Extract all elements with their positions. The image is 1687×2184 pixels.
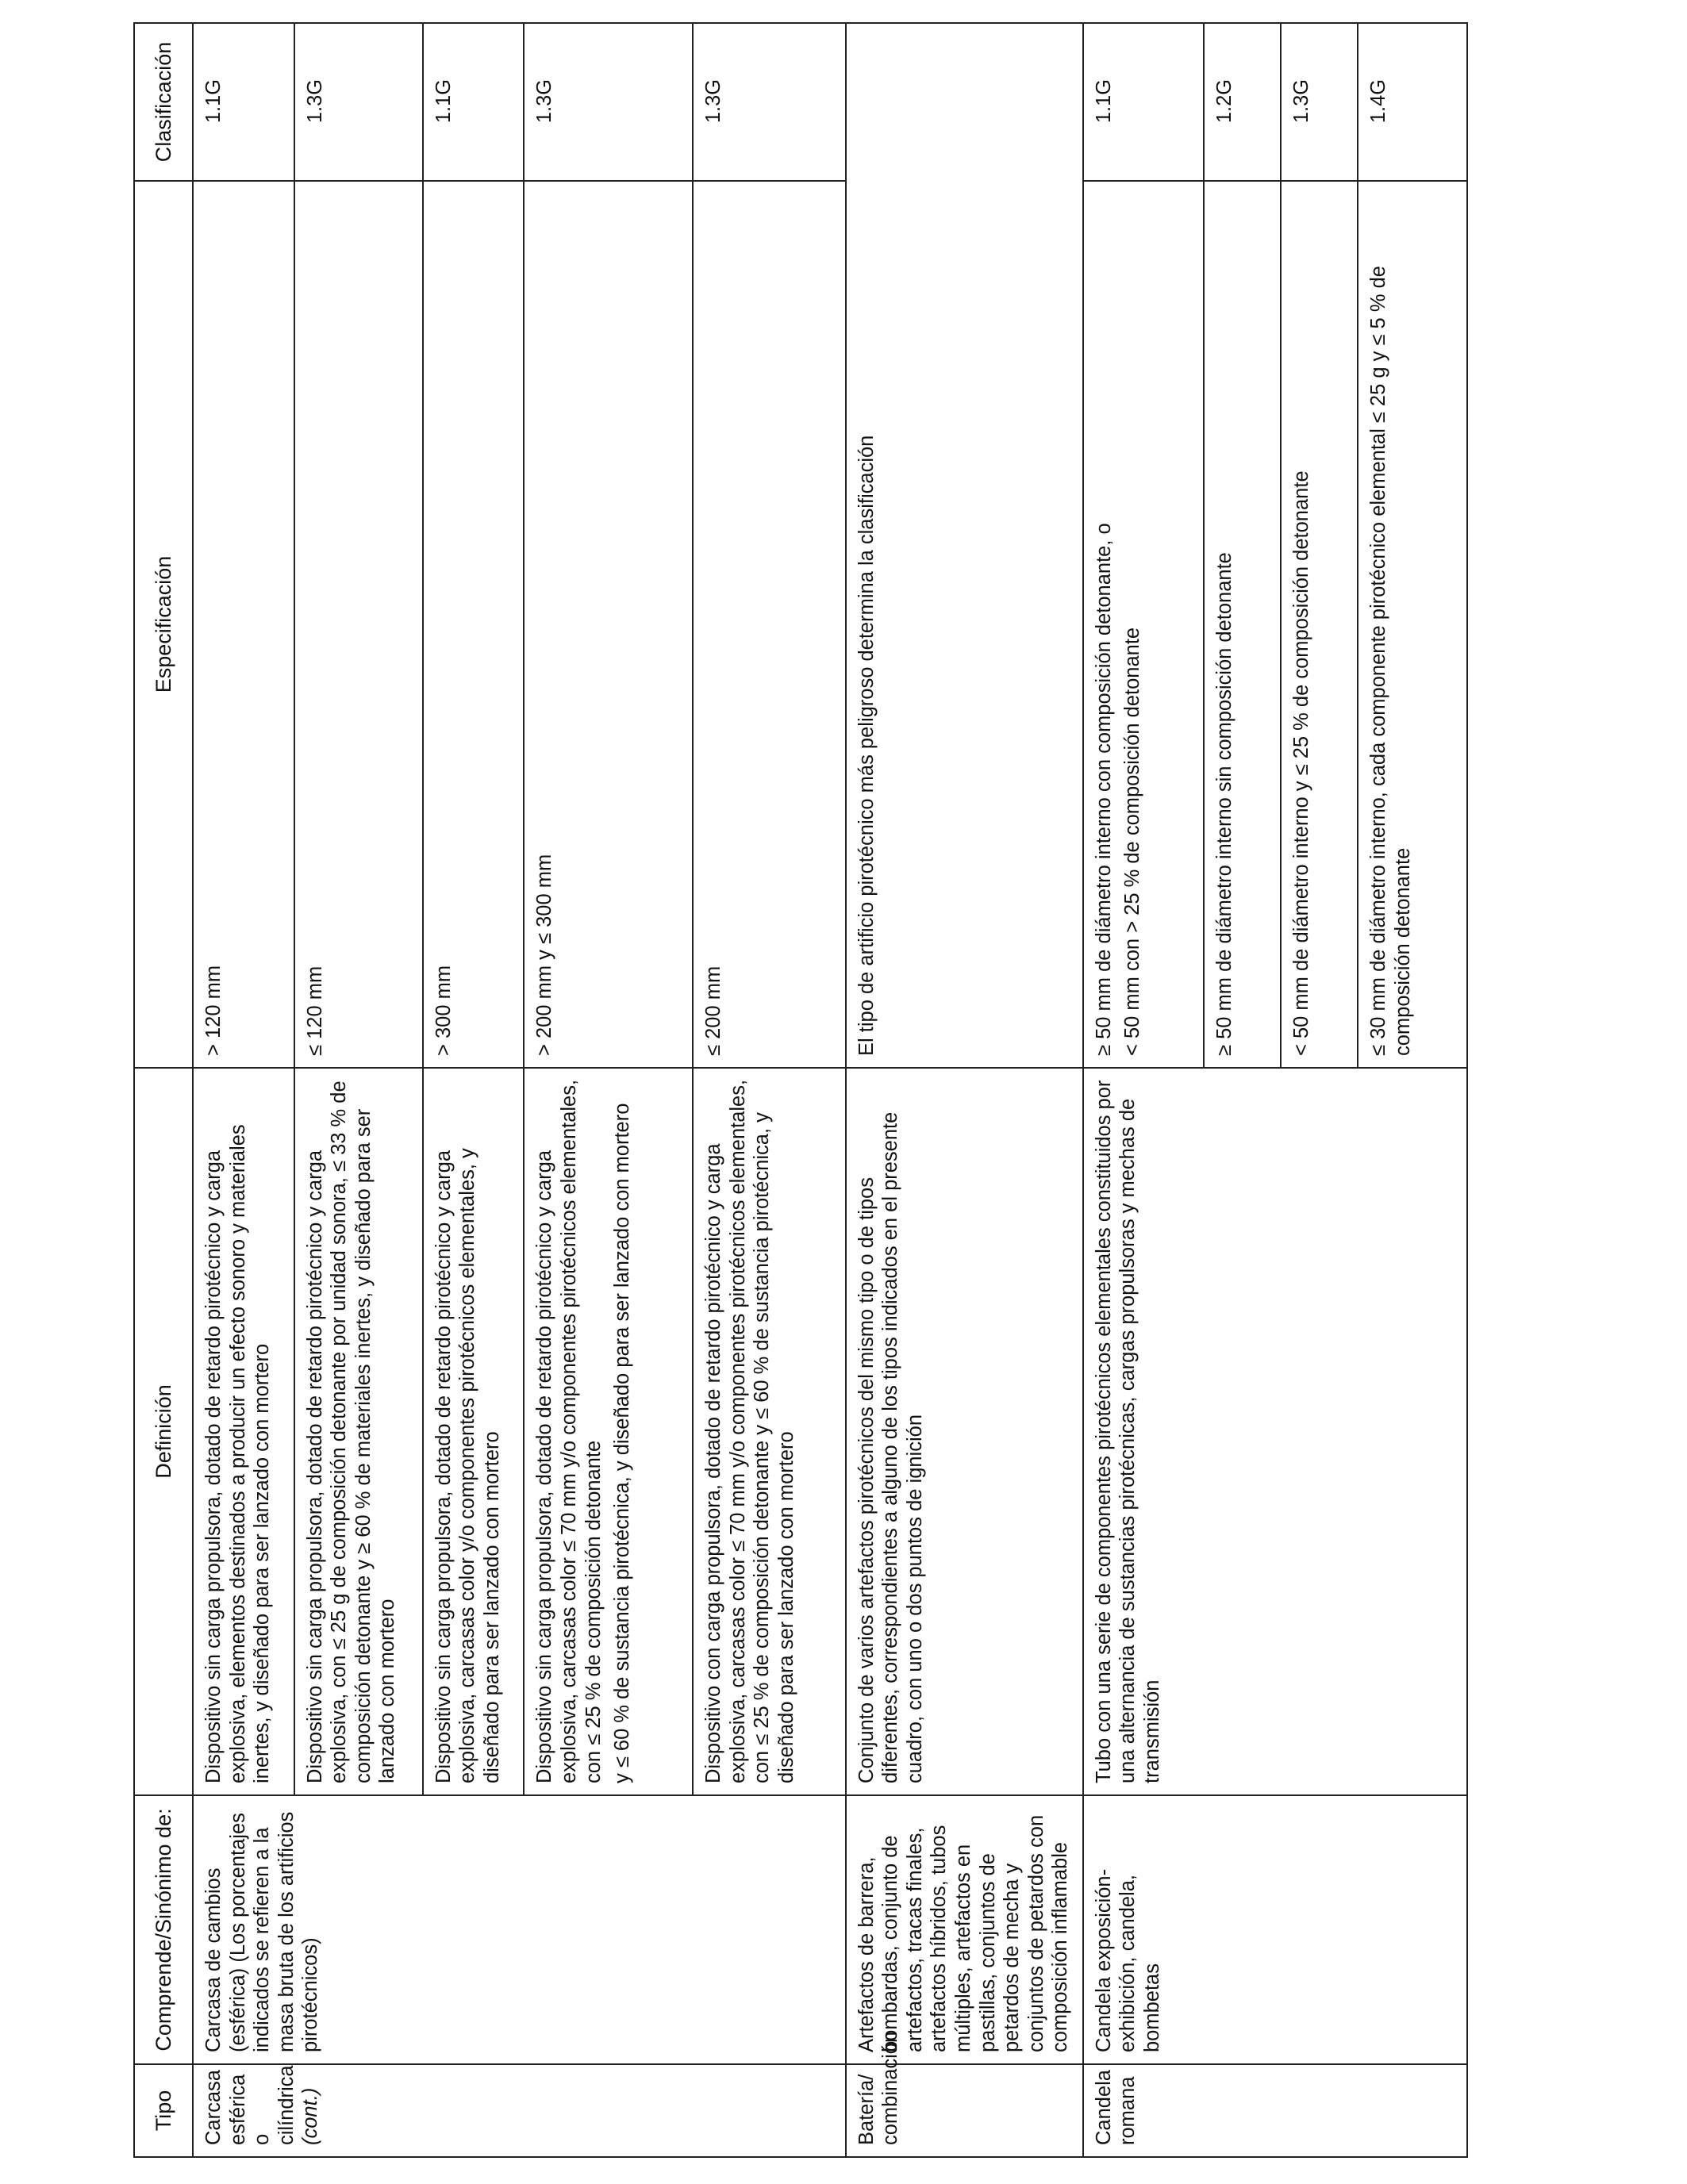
clasificacion-cell: 1.4G — [1358, 23, 1467, 181]
especificacion-cell: > 300 mm — [423, 181, 525, 1068]
especificacion-cell: ≤ 30 mm de diámetro interno, cada componente pirotécnico elemental ≤ 25 g y ≤ 5 % de composición detonante — [1358, 181, 1467, 1068]
especificacion-cell: ≤ 120 mm — [294, 181, 423, 1068]
especificacion-text: < 50 mm con > 25 % de composición detonante — [1121, 627, 1144, 1056]
especificacion-cell: ≤ 200 mm — [693, 181, 845, 1068]
header-definicion: Definición — [134, 1068, 193, 1795]
header-row — [134, 23, 193, 2157]
clasificacion-cell: 1.3G — [294, 23, 423, 181]
table-row — [846, 23, 1083, 2157]
classification-table — [133, 22, 1468, 2158]
tipo-text: Batería/ — [855, 2074, 878, 2145]
definicion-cell: Conjunto de varios artefactos pirotécnicos del mismo tipo o de tipos diferentes, correspondientes a alguno de los tipos indicados en el presente cuadro, con uno o dos puntos de ignición — [846, 1068, 1083, 1795]
especificacion-cell-merged: El tipo de artificio pirotécnico más peligroso determina la clasificación — [846, 23, 1083, 1068]
definicion-cell — [524, 1068, 693, 1795]
clasificacion-cell: 1.2G — [1204, 23, 1281, 181]
clasificacion-cell: 1.3G — [524, 23, 693, 181]
definicion-cell-candela: Tubo con una serie de componentes pirotécnicos elementales constituidos por una alternancia de sustancias pirotécnicas, cargas propulsoras y mechas de transmisión — [1083, 1068, 1467, 1795]
table-row — [193, 23, 294, 2157]
clasificacion-cell: 1.3G — [693, 23, 845, 181]
clasificacion-cell: 1.1G — [423, 23, 525, 181]
tipo-text: Candela — [1092, 2070, 1115, 2145]
header-especificacion: Especificación — [134, 181, 193, 1068]
tipo-cell-carcasa — [193, 2064, 846, 2157]
tipo-text: combinación — [879, 2031, 902, 2145]
especificacion-text: ≥ 50 mm de diámetro interno con composición detonante, o — [1092, 523, 1115, 1056]
table-row — [1083, 23, 1204, 2157]
comprende-cell-candela: Candela exposición-exhibición, candela, bombetas — [1083, 1795, 1467, 2064]
comprende-cell-carcasa: Carcasa de cambios (esférica) (Los porcentajes indicados se refieren a la masa bruta de los artificios pirotécnicos) — [193, 1795, 846, 2064]
especificacion-cell: > 200 mm y ≤ 300 mm — [524, 181, 693, 1068]
tipo-text: esférica o — [226, 2074, 274, 2145]
especificacion-cell: ≥ 50 mm de diámetro interno sin composición detonante — [1204, 181, 1281, 1068]
definicion-cell: Dispositivo sin carga propulsora, dotado de retardo pirotécnico y carga explosiva, carcasas color y/o componentes pirotécnicos elementales, y diseñado para ser lanzado con mortero — [423, 1068, 525, 1795]
header-clasificacion: Clasificación — [134, 23, 193, 181]
especificacion-cell: > 120 mm — [193, 181, 294, 1068]
tipo-cell-candela — [1083, 2064, 1467, 2157]
definicion-cell: Dispositivo con carga propulsora, dotado de retardo pirotécnico y carga explosiva, carcasas color ≤ 70 mm y/o componentes pirotécnicos elementales, con ≤ 25 % de composición detonante y ≤ 60 % de sustancia pirotécnica, y diseñado para ser lanzado con mortero — [693, 1068, 845, 1795]
definicion-text: y ≤ 60 % de sustancia pirotécnica, y diseñado para ser lanzado con mortero — [611, 1103, 634, 1783]
clasificacion-cell: 1.1G — [193, 23, 294, 181]
tipo-text: cilíndrica — [275, 2065, 298, 2145]
definicion-cell: Dispositivo sin carga propulsora, dotado de retardo pirotécnico y carga explosiva, elementos destinados a producir un efecto sonoro y materiales inertes, y diseñado para ser lanzado con mortero — [193, 1068, 294, 1795]
definicion-text: Dispositivo sin carga propulsora, dotado de retardo pirotécnico y carga explosiva, carcasas color ≤ 70 mm y/o componentes pirotécnicos elementales, con ≤ 25 % de composición detonante — [533, 1079, 605, 1783]
tipo-cont-note: (cont.) — [299, 2087, 322, 2145]
header-tipo: Tipo — [134, 2064, 193, 2157]
comprende-cell-bateria: Artefactos de barrera, bombardas, conjunto de artefactos, tracas finales, artefactos híbridos, tubos múltiples, artefactos en pastillas, conjuntos de petardos de mecha y conjuntos de petardos con composición inflamable — [846, 1795, 1083, 2064]
clasificacion-cell: 1.3G — [1281, 23, 1358, 181]
header-comprende: Comprende/Sinónimo de: — [134, 1795, 193, 2064]
definicion-cell: Dispositivo sin carga propulsora, dotado de retardo pirotécnico y carga explosiva, con ≤ 25 g de composición detonante por unidad sonora, ≤ 33 % de composición detonante y ≥ 60 % de materiales inertes, y diseñado para ser lanzado con mortero — [294, 1068, 423, 1795]
tipo-text: Carcasa — [202, 2070, 225, 2145]
tipo-text: romana — [1116, 2076, 1139, 2145]
rotated-page — [133, 24, 1468, 2158]
tipo-cell-bateria — [846, 2031, 1083, 2157]
especificacion-cell: < 50 mm de diámetro interno y ≤ 25 % de composición detonante — [1281, 181, 1358, 1068]
especificacion-cell — [1083, 181, 1204, 1068]
clasificacion-cell: 1.1G — [1083, 23, 1204, 181]
